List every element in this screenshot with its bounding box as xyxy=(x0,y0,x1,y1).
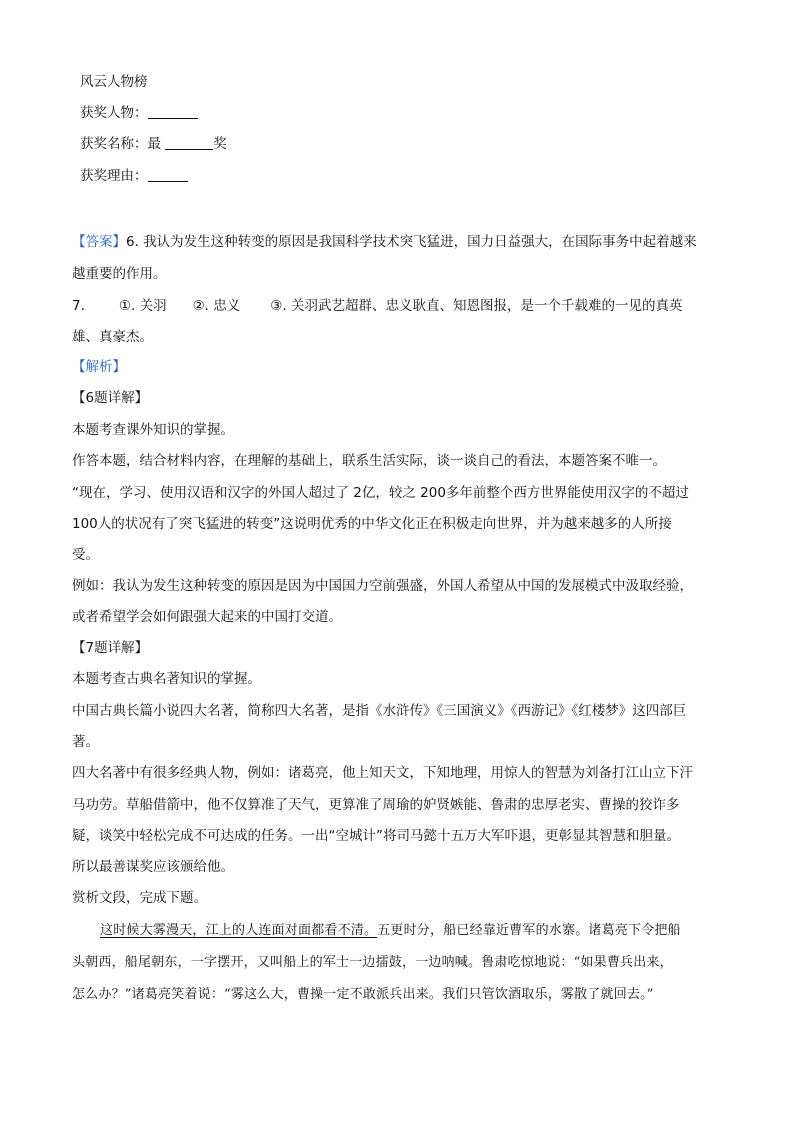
q6-para1: 本题考查课外知识的掌握。 xyxy=(72,422,234,438)
answer-tag: 【答案】 xyxy=(72,234,126,250)
q7-para3-line3: 疑，谈笑中轻松完成不可达成的任务。一出“空城计”将司马懿十五万大军吓退，更彰显其智慧和胆量。 xyxy=(72,828,680,844)
award-person-label: 获奖人物： xyxy=(80,105,148,121)
award-person-row xyxy=(80,104,198,122)
passage-line3: 怎么办？”诸葛亮笑着说：“雾这么大，曹操一定不敢派兵出来。我们只管饮酒取乐，雾散了就回去。” xyxy=(72,987,654,1002)
answer-q7-option3: ③. 关羽武艺超群、忠义耿直、知恩图报，是一个千载难的一见的真英 xyxy=(270,298,683,314)
q6-para3-line3: 受。 xyxy=(72,547,99,563)
answer-q6-text: 6. 我认为发生这种转变的原因是我国科学技术突飞猛进，国力日益强大，在国际事务中起着越来 xyxy=(126,234,697,250)
q7-para3-line2: 马功劳。草船借箭中，他不仅算准了天气，更算准了周瑜的妒贤嫉能、鲁肃的忠厚老实、曹操的狡诈多 xyxy=(72,797,680,813)
award-title: 风云人物榜 xyxy=(80,74,148,90)
reading-prompt: 赏析文段，完成下题。 xyxy=(72,890,207,906)
answer-q7-number: 7. xyxy=(72,298,85,314)
award-reason-row xyxy=(80,167,188,185)
answer-q7-line2: 雄、真豪杰。 xyxy=(72,329,153,345)
passage-line1 xyxy=(100,922,720,940)
q6-para3-line1: “现在，学习、使用汉语和汉字的外国人超过了 2亿，较之 200多年前整个西方世界能使用汉字的不超过 xyxy=(72,485,689,501)
q7-para3-line1: 四大名著中有很多经典人物，例如：诸葛亮，他上知天文，下知地理，用惊人的智慧为刘备打江山立下汗 xyxy=(72,765,693,781)
analysis-tag: 【解析】 xyxy=(72,359,126,375)
passage-underlined-sentence: 这时候大雾漫天，江上的人连面对面都看不清。 xyxy=(100,923,378,938)
q7-para1: 本题考查古典名著知识的掌握。 xyxy=(72,671,261,687)
q7-para3-line4: 所以最善谋奖应该颁给他。 xyxy=(72,859,234,875)
q7-detail-heading: 【7题详解】 xyxy=(72,640,149,656)
award-reason-blank xyxy=(148,168,188,182)
award-person-blank xyxy=(148,105,198,119)
q6-para3-line2: 100人的状况有了突飞猛进的转变”这说明优秀的中华文化正在积极走向世界，并为越来越多的人所接 xyxy=(72,516,672,532)
answer-q7-line1 xyxy=(72,297,682,315)
q7-para2-line1: 中国古典长篇小说四大名著，简称四大名著，是指《水浒传》《三国演义》《西游记》《红楼梦》这四部巨 xyxy=(72,703,687,719)
q6-detail-heading: 【6题详解】 xyxy=(72,390,149,406)
passage-line1-rest: 五更时分，船已经靠近曹军的水寨。诸葛亮下令把船 xyxy=(377,923,681,938)
q6-para4-line1: 例如：我认为发生这种转变的原因是因为中国国力空前强盛，外国人希望从中国的发展模式中汲取经验， xyxy=(72,578,693,594)
answer-q6-line2: 越重要的作用。 xyxy=(72,266,167,282)
answer-q6-line1 xyxy=(72,233,697,251)
award-name-suffix: 奖 xyxy=(213,136,227,152)
answer-q7-option2: ②. 忠义 xyxy=(192,298,241,314)
award-name-label: 获奖名称：最 xyxy=(80,136,166,152)
q6-para2: 作答本题，结合材料内容，在理解的基础上，联系生活实际，谈一谈自己的看法，本题答案不唯一。 xyxy=(72,453,666,469)
passage-line2: 头朝西，船尾朝东，一字摆开，又叫船上的军士一边擂鼓，一边呐喊。鲁肃吃惊地说：“如果曹兵出来， xyxy=(72,955,673,970)
answer-q7-option1: ①. 关羽 xyxy=(118,298,167,314)
award-name-blank xyxy=(165,136,213,150)
award-reason-label: 获奖理由： xyxy=(80,168,148,184)
q7-para2-line2: 著。 xyxy=(72,734,99,750)
q6-para4-line2: 或者希望学会如何跟强大起来的中国打交道。 xyxy=(72,609,342,625)
award-name-row xyxy=(80,135,227,153)
